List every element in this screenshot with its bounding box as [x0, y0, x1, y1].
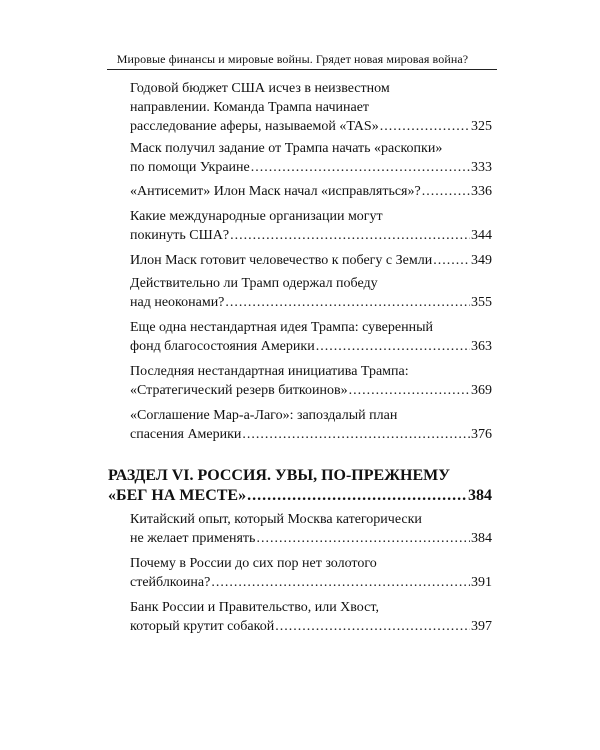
- section-title-line: «БЕГ НА МЕСТЕ»: [108, 487, 247, 504]
- toc-page-number: 344: [471, 228, 492, 243]
- toc-page-number: 355: [471, 295, 492, 310]
- toc-entry-line: направлении. Команда Трампа начинает: [130, 100, 370, 115]
- toc-page-number: 363: [471, 339, 492, 354]
- toc-page-number: 333: [471, 160, 492, 175]
- toc-page-number: 391: [471, 575, 492, 590]
- toc-entry[interactable]: [130, 274, 492, 312]
- toc-entry-line: Банк России и Правительство, или Хвост,: [130, 600, 379, 615]
- dot-leader: [251, 158, 470, 177]
- dot-leader: [230, 226, 470, 245]
- dot-leader: [225, 293, 470, 312]
- toc-entry-line: покинуть США?: [130, 228, 230, 243]
- toc-entry-line: стейблкоина?: [130, 575, 211, 590]
- toc-entry-line: Еще одна нестандартная идея Трампа: суверенный: [130, 320, 433, 335]
- toc-entry-line: расследование аферы, называемой «TAS»: [130, 119, 379, 134]
- toc-page-number: 376: [471, 427, 492, 442]
- toc-entry[interactable]: [130, 182, 492, 201]
- toc-entry[interactable]: [130, 318, 492, 356]
- toc-entry-line: Китайский опыт, который Москва категорически: [130, 512, 422, 527]
- section-title-line: РАЗДЕЛ VI. РОССИЯ. УВЫ, ПО-ПРЕЖНЕМУ: [108, 467, 450, 484]
- toc-entry[interactable]: [130, 251, 492, 270]
- toc-entry-line: Последняя нестандартная инициатива Трампа:: [130, 364, 409, 379]
- toc-entry-line: Действительно ли Трамп одержал победу: [130, 276, 378, 291]
- toc-entry[interactable]: [130, 207, 492, 245]
- dot-leader: [256, 529, 470, 548]
- toc-entry-line: который крутит собакой: [130, 619, 275, 634]
- dot-leader: [422, 182, 470, 201]
- toc-entry-line: фонд благосостояния Америки: [130, 339, 315, 354]
- toc-entry[interactable]: [130, 510, 492, 548]
- toc-entry[interactable]: [130, 79, 492, 136]
- dot-leader: [380, 117, 470, 136]
- toc-entry-line: «Соглашение Мар-а-Лаго»: запоздалый план: [130, 408, 398, 423]
- dot-leader: [275, 617, 470, 636]
- toc-entry-line: Маск получил задание от Трампа начать «раскопки»: [130, 141, 443, 156]
- dot-leader: [349, 381, 470, 400]
- toc-entry[interactable]: [130, 406, 492, 444]
- toc-page-number: 349: [471, 253, 492, 268]
- header-rule: [107, 69, 497, 70]
- toc-entry-line: Илон Маск готовит человечество к побегу с Земли: [130, 253, 433, 268]
- toc-page-number: 325: [471, 119, 492, 134]
- toc-page-number: 336: [471, 184, 492, 199]
- toc-entry-line: Почему в России до сих пор нет золотого: [130, 556, 377, 571]
- toc-entry-line: по помощи Украине: [130, 160, 250, 175]
- dot-leader: [242, 425, 470, 444]
- dot-leader: [433, 251, 470, 270]
- running-header: Мировые финансы и мировые войны. Грядет новая мировая война?: [116, 52, 469, 66]
- dot-leader: [316, 337, 470, 356]
- toc-entry[interactable]: [130, 362, 492, 400]
- dot-leader: [247, 486, 467, 506]
- toc-entry[interactable]: [130, 554, 492, 592]
- toc-entry-line: Годовой бюджет США исчез в неизвестном: [130, 81, 390, 96]
- toc-entry-line: над неоконами?: [130, 295, 225, 310]
- toc-entry[interactable]: [130, 139, 492, 177]
- section-page-number: 384: [468, 487, 492, 504]
- toc-entry-line: «Стратегический резерв биткоинов»: [130, 383, 348, 398]
- toc-entry-line: «Антисемит» Илон Маск начал «исправляться»?: [130, 184, 421, 199]
- toc-entry[interactable]: [130, 598, 492, 636]
- toc-entry-line: не желает применять: [130, 531, 256, 546]
- dot-leader: [211, 573, 470, 592]
- toc-page-number: 369: [471, 383, 492, 398]
- section-heading[interactable]: [108, 466, 492, 506]
- toc-entry-line: спасения Америки: [130, 427, 242, 442]
- toc-entry-line: Какие международные организации могут: [130, 209, 383, 224]
- toc-page-number: 384: [471, 531, 492, 546]
- toc-page-number: 397: [471, 619, 492, 634]
